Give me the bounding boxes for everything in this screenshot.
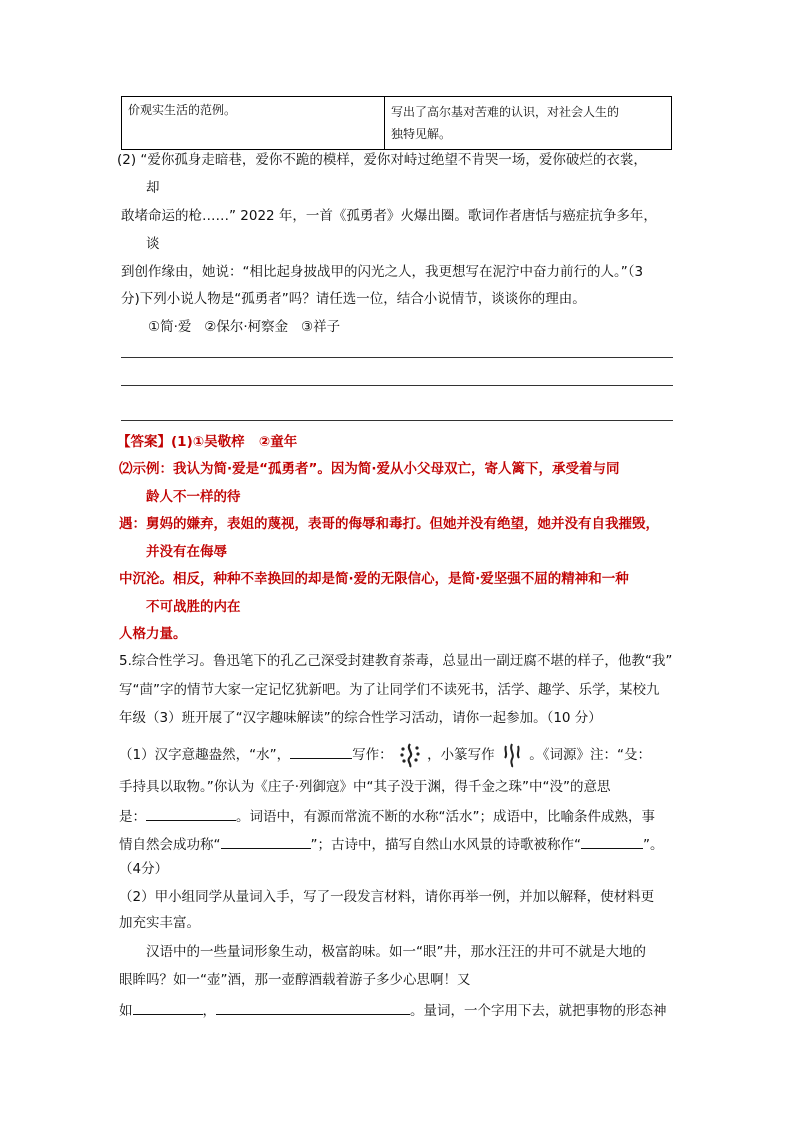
- q5-s2-l5c: 。量词，一个字用下去，就把事物的形态神: [410, 1003, 667, 1019]
- q5-s2-l5b: ，: [202, 1003, 216, 1019]
- q2-line4: 分)下列小说人物是“孤勇者”吗？请任选一位，结合小说情节，谈谈你的理由。: [121, 291, 586, 307]
- blank-water-script[interactable]: [290, 744, 352, 759]
- table-cell-right: [385, 97, 672, 150]
- answer-line-1: [121, 357, 673, 358]
- answer-line-3: [121, 420, 673, 421]
- q5-s1-line3: [119, 806, 655, 826]
- q5-s2-line1: （2）甲小组同学从量词入手，写了一段发言材料，请你再举一例，并加以解释，使材料更: [119, 889, 655, 905]
- table-cell-left: [122, 97, 385, 150]
- answer-line2b: 龄人不一样的待: [146, 489, 241, 505]
- q5-s2-line4: 眼眸吗？如一“壶”酒，那一壶醇酒载着游子多少心思啊！又: [119, 972, 471, 988]
- table-right-line2: 独特见解。: [391, 127, 452, 141]
- q5-line1: 5.综合性学习。鲁迅笔下的孔乙己深受封建教育荼毒，总显出一副迂腐不堪的样子，他教“我”: [119, 653, 673, 669]
- blank-quantifier-explanation[interactable]: [216, 1000, 410, 1015]
- q5-s1-line1: [119, 742, 651, 768]
- q5-s1-l4c: ”。: [643, 837, 664, 853]
- q5-s1-line5: （4分）: [119, 861, 169, 877]
- q2-options: ①简·爱 ②保尔·柯察金 ③祥子: [148, 319, 341, 335]
- seal-water-icon: [499, 742, 525, 768]
- answer-line5: 人格力量。: [119, 626, 187, 642]
- q5-s1-d: 。《词源》注：“殳：: [529, 747, 652, 763]
- answer-line1: 【答案】(1)①吴敬梓 ②童年: [117, 434, 298, 450]
- q5-s1-b: 写作：: [352, 747, 393, 763]
- q5-s1-l3a: 是：: [119, 809, 146, 825]
- q2-line2: 敢堵命运的枪……” 2022 年，一首《孤勇者》火爆出圈。歌词作者唐恬与癌症抗争多年，: [121, 208, 657, 224]
- answer-line-2: [121, 385, 673, 386]
- q2-line3: 到创作缘由，她说：“相比起身披战甲的闪光之人，我更想写在泥泞中奋力前行的人。”（3: [121, 264, 644, 280]
- q5-s1-line2: 手持具以取物。”你认为《庄子·列御寇》中“其子没于渊，得千金之珠”中“没”的意思: [119, 779, 611, 795]
- q5-s1-l3b: 。词语中，有源而常流不断的水称“活水”；成语中，比喻条件成熟，事: [236, 809, 655, 825]
- q5-s1-c: ，小篆写作: [427, 747, 495, 763]
- answer-line4: 中沉沦。相反，种种不幸换回的却是简·爱的无限信心，是简·爱坚强不屈的精神和一种: [119, 571, 629, 587]
- blank-quantifier-example[interactable]: [133, 1000, 203, 1015]
- q5-s2-l5a: 如: [119, 1003, 133, 1019]
- q2-line1: (2) “爱你孤身走暗巷，爱你不跪的模样，爱你对峙过绝望不肯哭一场，爱你破烂的衣裳，: [117, 152, 647, 168]
- q5-s2-line2: 加充实丰富。: [119, 915, 200, 931]
- q2-line1b: 却: [146, 180, 160, 196]
- q5-s1-a: （1）汉字意趣盎然，“水”，: [119, 747, 291, 763]
- answer-line2: ⑵示例：我认为简·爱是“孤勇者”。因为简·爱从小父母双亡，寄人篱下，承受着与同: [119, 461, 620, 477]
- q5-s2-line3: 汉语中的一些量词形象生动，极富韵味。如一“眼”井，那水汪汪的井可不就是大地的: [146, 944, 646, 960]
- answer-line3b: 并没有在侮辱: [146, 544, 227, 560]
- blank-mo-meaning[interactable]: [146, 806, 236, 821]
- top-table: [121, 96, 672, 150]
- q5-s1-line4: [119, 834, 664, 854]
- q5-line3: 年级（3）班开展了“汉字趣味解读”的综合性学习活动，请你一起参加。（10 分）: [119, 710, 602, 726]
- q5-s2-line5: [119, 1000, 667, 1020]
- table-right-line1: 写出了高尔基对苦难的认识，对社会人生的: [391, 105, 620, 119]
- oracle-water-icon: [397, 742, 423, 768]
- blank-idiom[interactable]: [221, 834, 311, 849]
- q2-line2b: 谈: [146, 236, 160, 252]
- blank-poem-type[interactable]: [581, 834, 643, 849]
- table-left-text: 价观实生活的范例。: [128, 103, 237, 117]
- q5-s1-l4a: 情自然会成功称“: [119, 837, 221, 853]
- q5-line2: 写“茴”字的情节大家一定记忆犹新吧。为了让同学们不读死书，活学、趣学、乐学，某校九: [119, 682, 660, 698]
- answer-line3: 遇：舅妈的嫌弃，表姐的蔑视，表哥的侮辱和毒打。但她并没有绝望，她并没有自我摧毁，: [119, 516, 659, 532]
- q5-s1-l4b: ”；古诗中，描写自然山水风景的诗歌被称作“: [310, 837, 581, 853]
- answer-line4b: 不可战胜的内在: [146, 599, 241, 615]
